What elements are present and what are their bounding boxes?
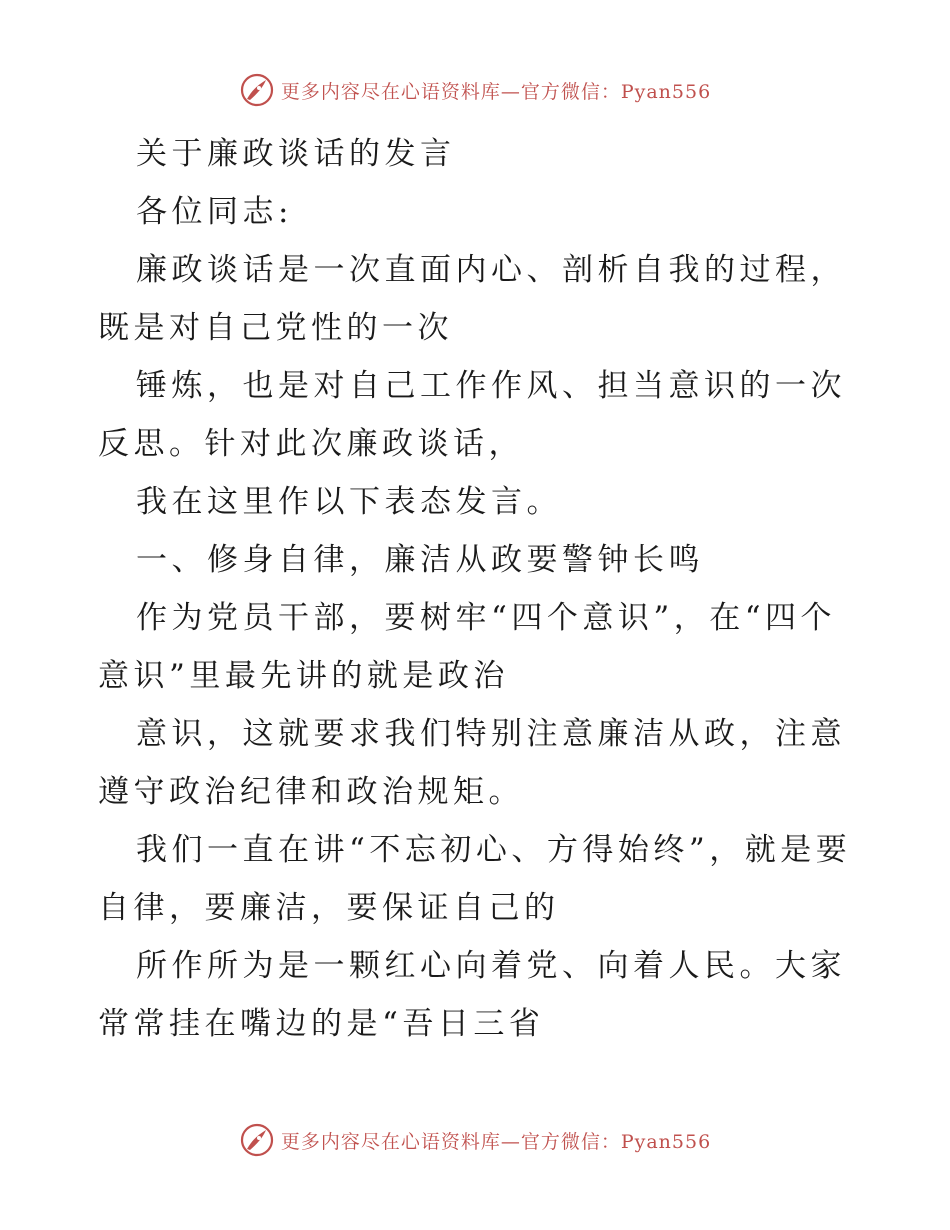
document-title: 关于廉政谈话的发言: [136, 136, 456, 172]
body-paragraph: 锤炼，也是对自己工作作风、担当意识的一次反思。针对此次廉政谈话，: [98, 368, 846, 462]
footer-banner: [0, 1120, 950, 1160]
header-banner-text: 更多内容尽在心语资料库—官方微信：Pyan556: [280, 80, 712, 103]
body-paragraph: 作为党员干部，要树牢“四个意识”，在“四个意识”里最先讲的就是政治: [98, 600, 837, 694]
body-paragraph: 我在这里作以下表态发言。: [136, 484, 562, 520]
body-paragraph: 意识，这就要求我们特别注意廉洁从政，注意遵守政治纪律和政治规矩。: [98, 716, 846, 810]
footer-banner-text: 更多内容尽在心语资料库—官方微信：Pyan556: [280, 1130, 712, 1153]
pen-nib-logo-icon: [239, 1122, 275, 1158]
pen-nib-logo-icon: [239, 72, 275, 108]
section-heading: 一、修身自律，廉洁从政要警钟长鸣: [136, 542, 704, 578]
body-paragraph: 我们一直在讲“不忘初心、方得始终”，就是要自律，要廉洁，要保证自己的: [98, 832, 852, 926]
document-body: [98, 125, 858, 1053]
salutation: 各位同志:: [136, 194, 293, 230]
body-paragraph: 所作所为是一颗红心向着党、向着人民。大家常常挂在嘴边的是“吾日三省: [98, 948, 846, 1042]
header-banner: [0, 70, 950, 110]
body-paragraph: 廉政谈话是一次直面内心、剖析自我的过程，既是对自己党性的一次: [98, 252, 846, 346]
